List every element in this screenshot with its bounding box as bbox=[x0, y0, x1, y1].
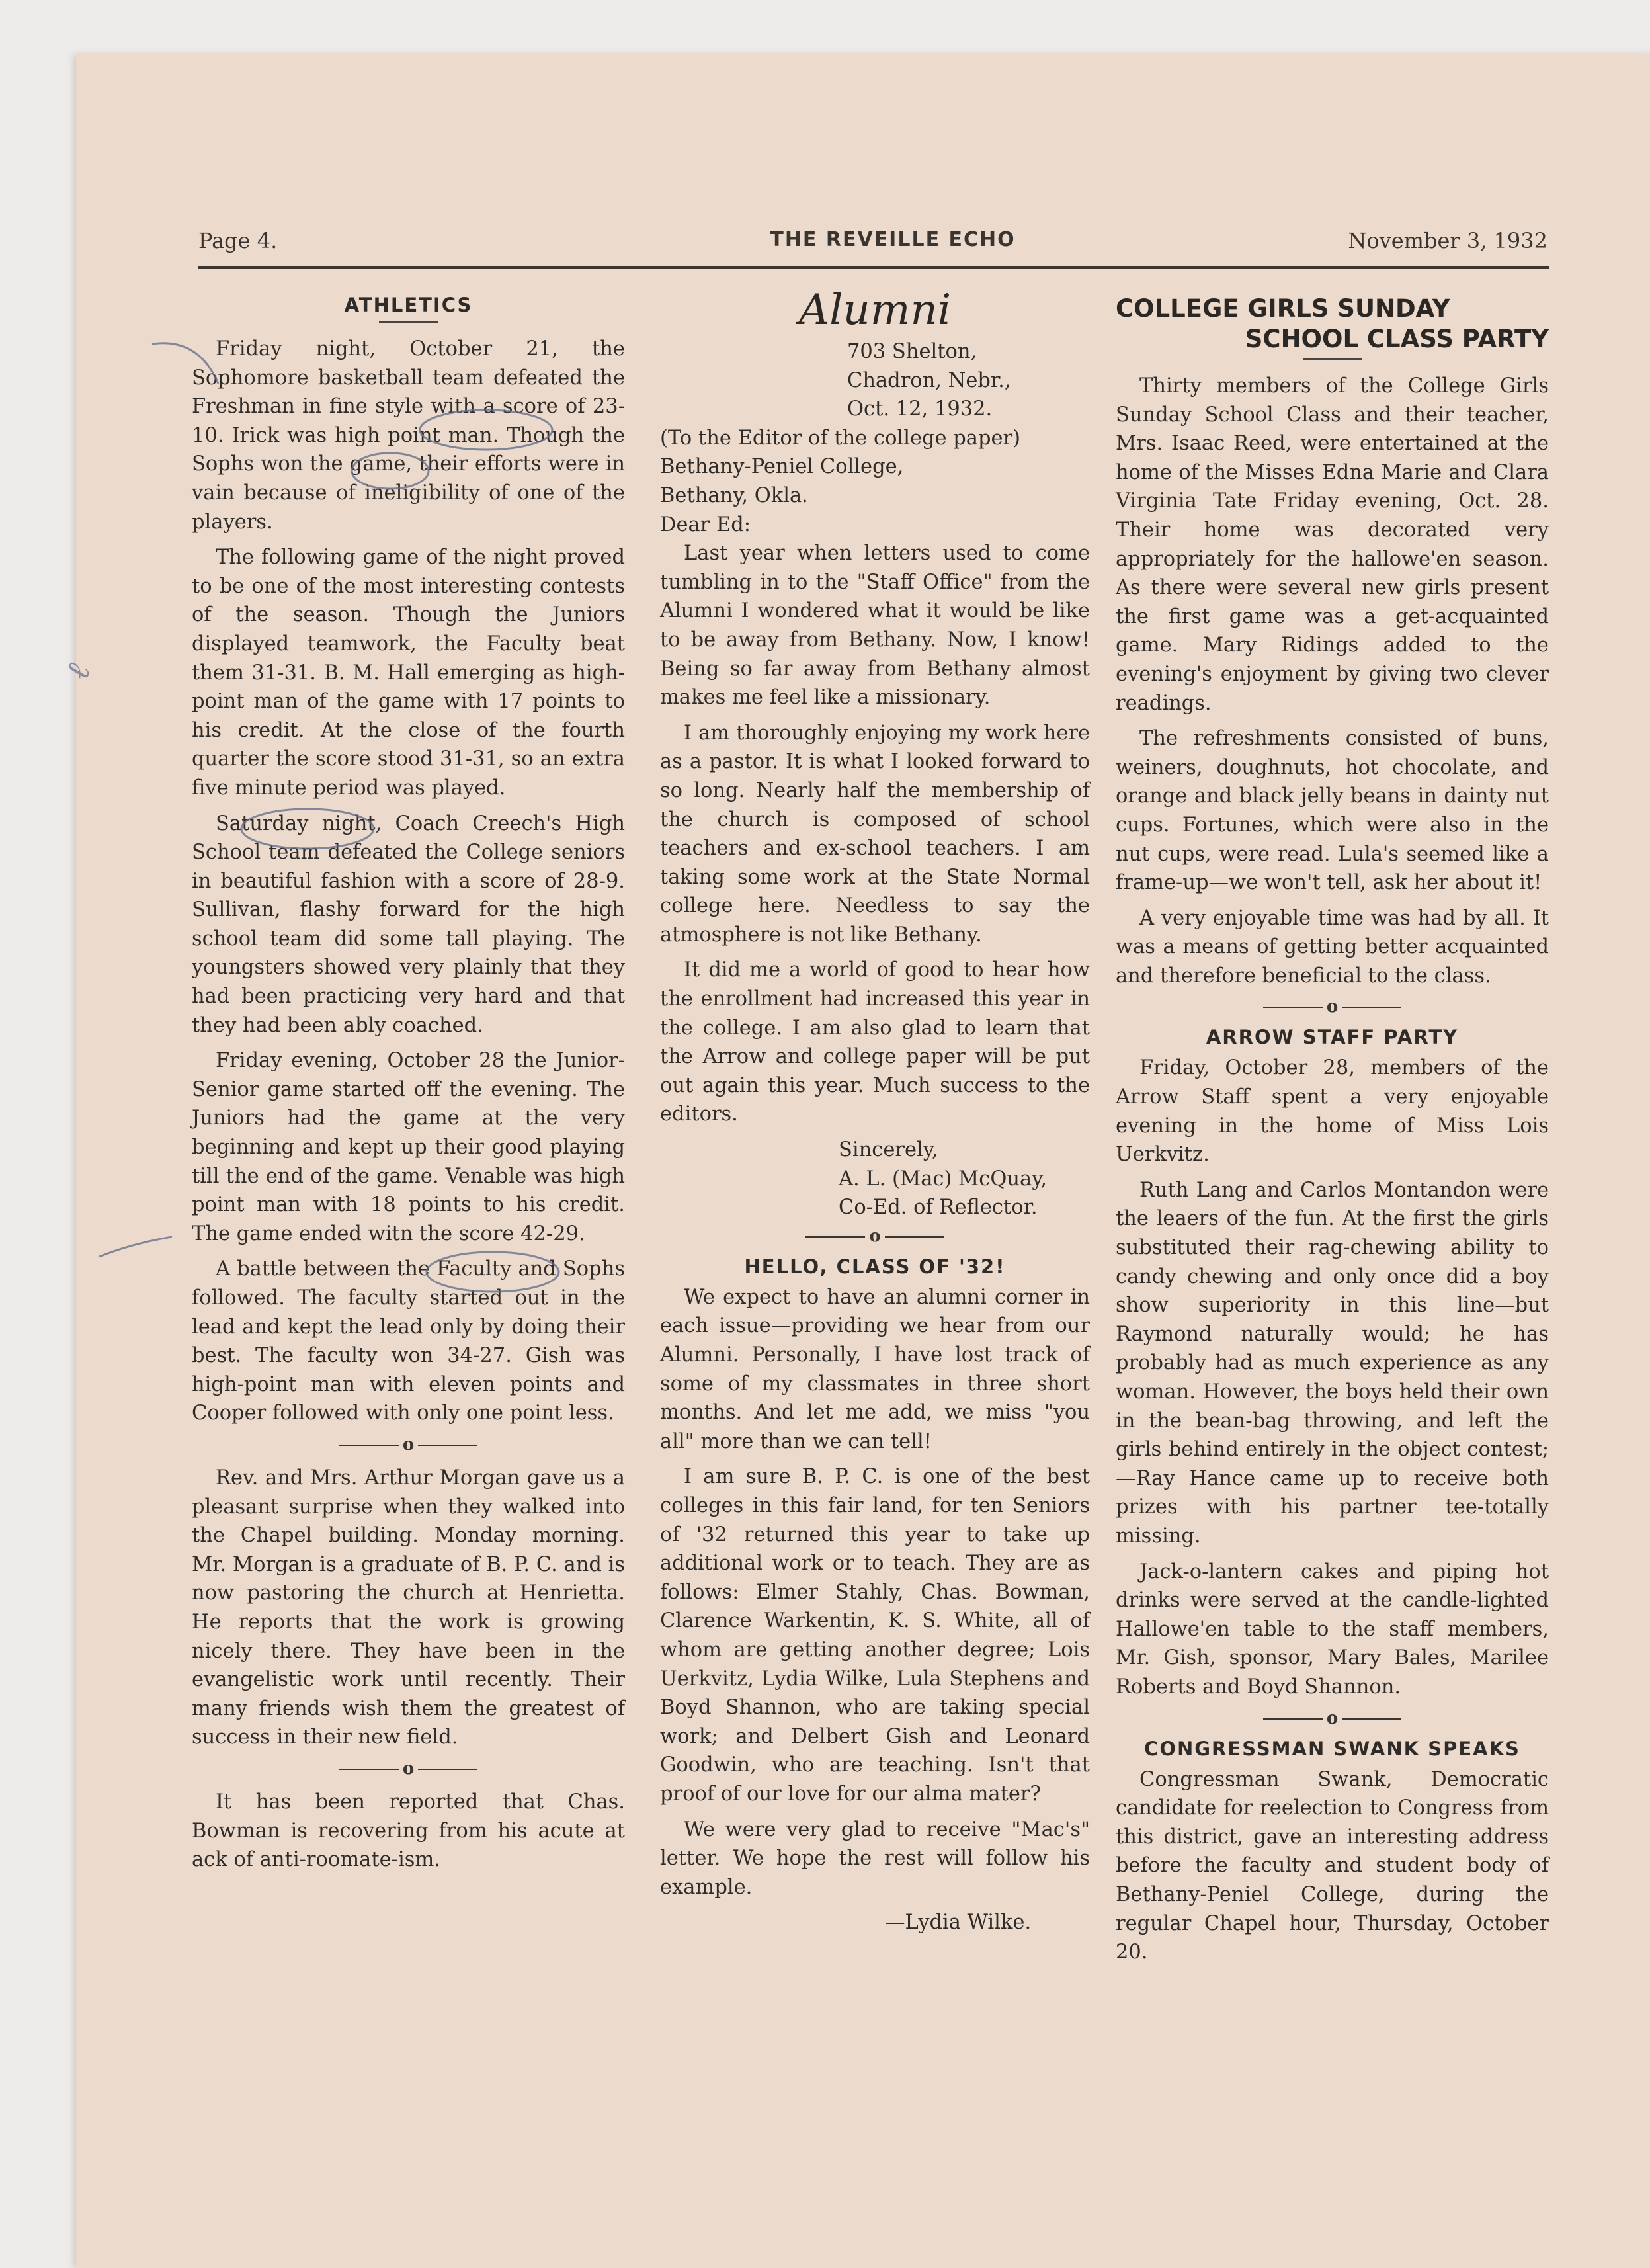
address-line: Oct. 12, 1932. bbox=[847, 398, 993, 421]
salutation-line: Bethany-Peniel College, bbox=[660, 455, 904, 479]
arrow-paragraph: Jack-o-lantern cakes and piping hot drinks were served at the candle-lighted Hallowe'en table to the staff members, Mr. Gish, sponsor, Mary Bales, Marilee Roberts and Boyd Shannon. bbox=[1116, 1560, 1549, 1699]
arrow-paragraph: Friday, October 28, members of the Arrow Staff spent a very enjoyable evening in the home of Miss Lois Uerkvitz. bbox=[1116, 1056, 1549, 1167]
morgan-paragraph: Rev. and Mrs. Arthur Morgan gave us a pleasant surprise when they walked into the Chapel building. Monday morning. Mr. Morgan is a graduate of B. P. C. and is now pastoring the church at Henrietta. He reports that the work is growing nicely there. They have been in the evangelistic work until recently. Their many friends wish them the greatest of success in their new field. bbox=[192, 1466, 625, 1749]
pencil-circle bbox=[420, 410, 552, 450]
separator: o bbox=[1116, 997, 1549, 1017]
closing-line: Co-Ed. of Reflector. bbox=[839, 1196, 1038, 1220]
salutation-line: Bethany, Okla. bbox=[660, 483, 808, 507]
separator: o bbox=[192, 1759, 625, 1779]
athletics-paragraph: Saturday night, Coach Creech's High School team defeated the College seniors in beautiful fashion with a score of 28-9. Sullivan, flashy forward for the high school team did some tall playing. The youngsters showed very plainly that they had been practicing very hard and that they had been ably coached. bbox=[192, 812, 625, 1037]
hello-title: HELLO, CLASS OF '32! bbox=[744, 1255, 1006, 1278]
pencil-line bbox=[152, 343, 218, 384]
address-line: Chadron, Nebr., bbox=[847, 368, 1011, 392]
pencil-circle bbox=[352, 453, 429, 489]
separator: o bbox=[1116, 1708, 1549, 1728]
pencil-line bbox=[99, 1237, 172, 1257]
closing-line: Sincerely, bbox=[839, 1138, 938, 1162]
arrow-title: ARROW STAFF PARTY bbox=[1206, 1026, 1459, 1049]
athletics-paragraph: Friday evening, October 28 the Junior-Senior game started off the evening. The Juniors had the game at the very beginning and kept up their good playing till the end of the game. Venable was high point man with 18 points to his credit. The game ended witn the score 42-29. bbox=[192, 1049, 625, 1245]
salutation-line: (To the Editor of the college paper) bbox=[660, 426, 1021, 450]
athletics-paragraph: A battle between the Faculty and Sophs followed. The faculty started out in the lead and kept the lead only by doing their best. The faculty won 34-27. Gish was high-point man with eleven points and Cooper followed with only one point less. bbox=[192, 1257, 625, 1425]
hello-paragraph: We expect to have an alumni corner in each issue—providing we hear from our Alumni. Personally, I have lost track of some of my classmates in three short months. And let me add, we miss "you all" more than we can tell! bbox=[660, 1285, 1090, 1453]
hello-paragraph: We were very glad to receive "Mac's" letter. We hope the rest will follow his example. bbox=[660, 1818, 1090, 1899]
hello-paragraph: I am sure B. P. C. is one of the best colleges in this fair land, for ten Seniors of '32 returned this year to take up additional work or to teach. They are as follows: Elmer Stahly, Chas. Bowman, Clarence Warkentin, K. S. White, all of whom are getting another degree; Lois Uerkvitz, Lydia Wilke, Lula Stephens and Boyd Shannon, who are taking special work; and Delbert Gish and Leonard Goodwin, who are teaching. Isn't that proof of our love for our alma mater? bbox=[660, 1465, 1090, 1806]
closing-line: A. L. (Mac) McQuay, bbox=[839, 1167, 1048, 1191]
alumni-title: Alumni bbox=[798, 286, 952, 335]
athletics-paragraph: The following game of the night proved to be one of the most interesting contests of the season. Though the Juniors displayed teamwork, the Faculty beat them 31-31. B. M. Hall emerging as high-point man of the game with 17 points to his credit. At the close of the fourth quarter the score stood 31-31, so an extra five minute period was played. bbox=[192, 546, 625, 800]
letter-paragraph: Last year when letters used to come tumbling in to the "Staff Office" from the Alumni I wondered what it would be like to be away from Bethany. Now, I know! Being so far away from Bethany almost makes me feel like a missionary. bbox=[660, 542, 1090, 710]
athletics-title: ATHLETICS bbox=[344, 294, 473, 316]
pencil-scribble: ℓ bbox=[58, 659, 99, 685]
college-girls-paragraph: The refreshments consisted of buns, weiners, doughnuts, hot chocolate, and orange and black jelly beans in dainty nut cups. Fortunes, which were also in the nut cups, were read. Lula's seemed like a frame-up—we won't tell, ask her about it! bbox=[1116, 727, 1549, 895]
letter-paragraph: It did me a world of good to hear how the enrollment had increased this year in the college. I am also glad to learn that the Arrow and college paper will be put out again this year. Much success to the editors. bbox=[660, 958, 1090, 1126]
college-girls-paragraph: A very enjoyable time was had by all. It was a means of getting better acquainted and therefore beneficial to the class. bbox=[1116, 906, 1549, 987]
arrow-paragraph: Ruth Lang and Carlos Montandon were the leaers of the fun. At the first the girls substituted their rag-chewing ability to candy chewing and only once did a boy show superiority in this line—but Raymond naturally would; he has probably had as much experience as any woman. However, the boys held their own in the bean-bag throwing, and left the girls behind entirely in the object contest;—Ray Hance came up to receive both prizes with his partner tee-totally missing. bbox=[1116, 1178, 1549, 1548]
college-girls-paragraph: Thirty members of the College Girls Sunday School Class and their teacher, Mrs. Isaac Reed, were entertained at the home of the Misses Edna Marie and Clara Virginia Tate Friday evening, Oct. 28. Their home was decorated very appropriately for the hallowe'en season. As there were several new girls present the first game was a get-acquainted game. Mary Ridings added to the evening's enjoyment by giving two clever readings. bbox=[1116, 374, 1549, 715]
address-line: 703 Shelton, bbox=[847, 340, 977, 363]
hello-signature: —Lydia Wilke. bbox=[885, 1911, 1032, 1935]
title-line: SCHOOL CLASS PARTY bbox=[1245, 325, 1549, 353]
masthead: THE REVEILLE ECHO bbox=[770, 228, 1016, 251]
pencil-circle bbox=[427, 1252, 559, 1292]
pencil-circle bbox=[241, 809, 374, 849]
salutation-line: Dear Ed: bbox=[660, 513, 751, 536]
bowman-paragraph: It has been reported that Chas. Bowman is recovering from his acute at ack of anti-roomate-ism. bbox=[192, 1790, 625, 1872]
swank-paragraph: Congressman Swank, Democratic candidate for reelection to Congress from this district, gave an interesting address before the faculty and student body of Bethany-Peniel College, during the regular Chapel hour, Thursday, October 20. bbox=[1116, 1767, 1549, 1964]
swank-title: CONGRESSMAN SWANK SPEAKS bbox=[1144, 1737, 1520, 1760]
separator: o bbox=[660, 1226, 1090, 1246]
title-line: COLLEGE GIRLS SUNDAY bbox=[1116, 294, 1450, 323]
issue-date: November 3, 1932 bbox=[1348, 228, 1547, 253]
page-number: Page 4. bbox=[198, 228, 278, 253]
separator: o bbox=[192, 1435, 625, 1454]
athletics-paragraph: Friday night, October 21, the Sophomore basketball team defeated the Freshman in fine style with a score of 23-10. Irick was high point man. Though the Sophs won the game, their efforts were in vain because of ineligibility of one of the players. bbox=[192, 337, 625, 534]
letter-paragraph: I am thoroughly enjoying my work here as a pastor. It is what I looked forward to so long. Nearly half the membership of the church is composed of school teachers and ex-school teachers. I am taking some work at the State Normal college here. Needless to say the atmosphere is not like Bethany. bbox=[660, 721, 1090, 946]
